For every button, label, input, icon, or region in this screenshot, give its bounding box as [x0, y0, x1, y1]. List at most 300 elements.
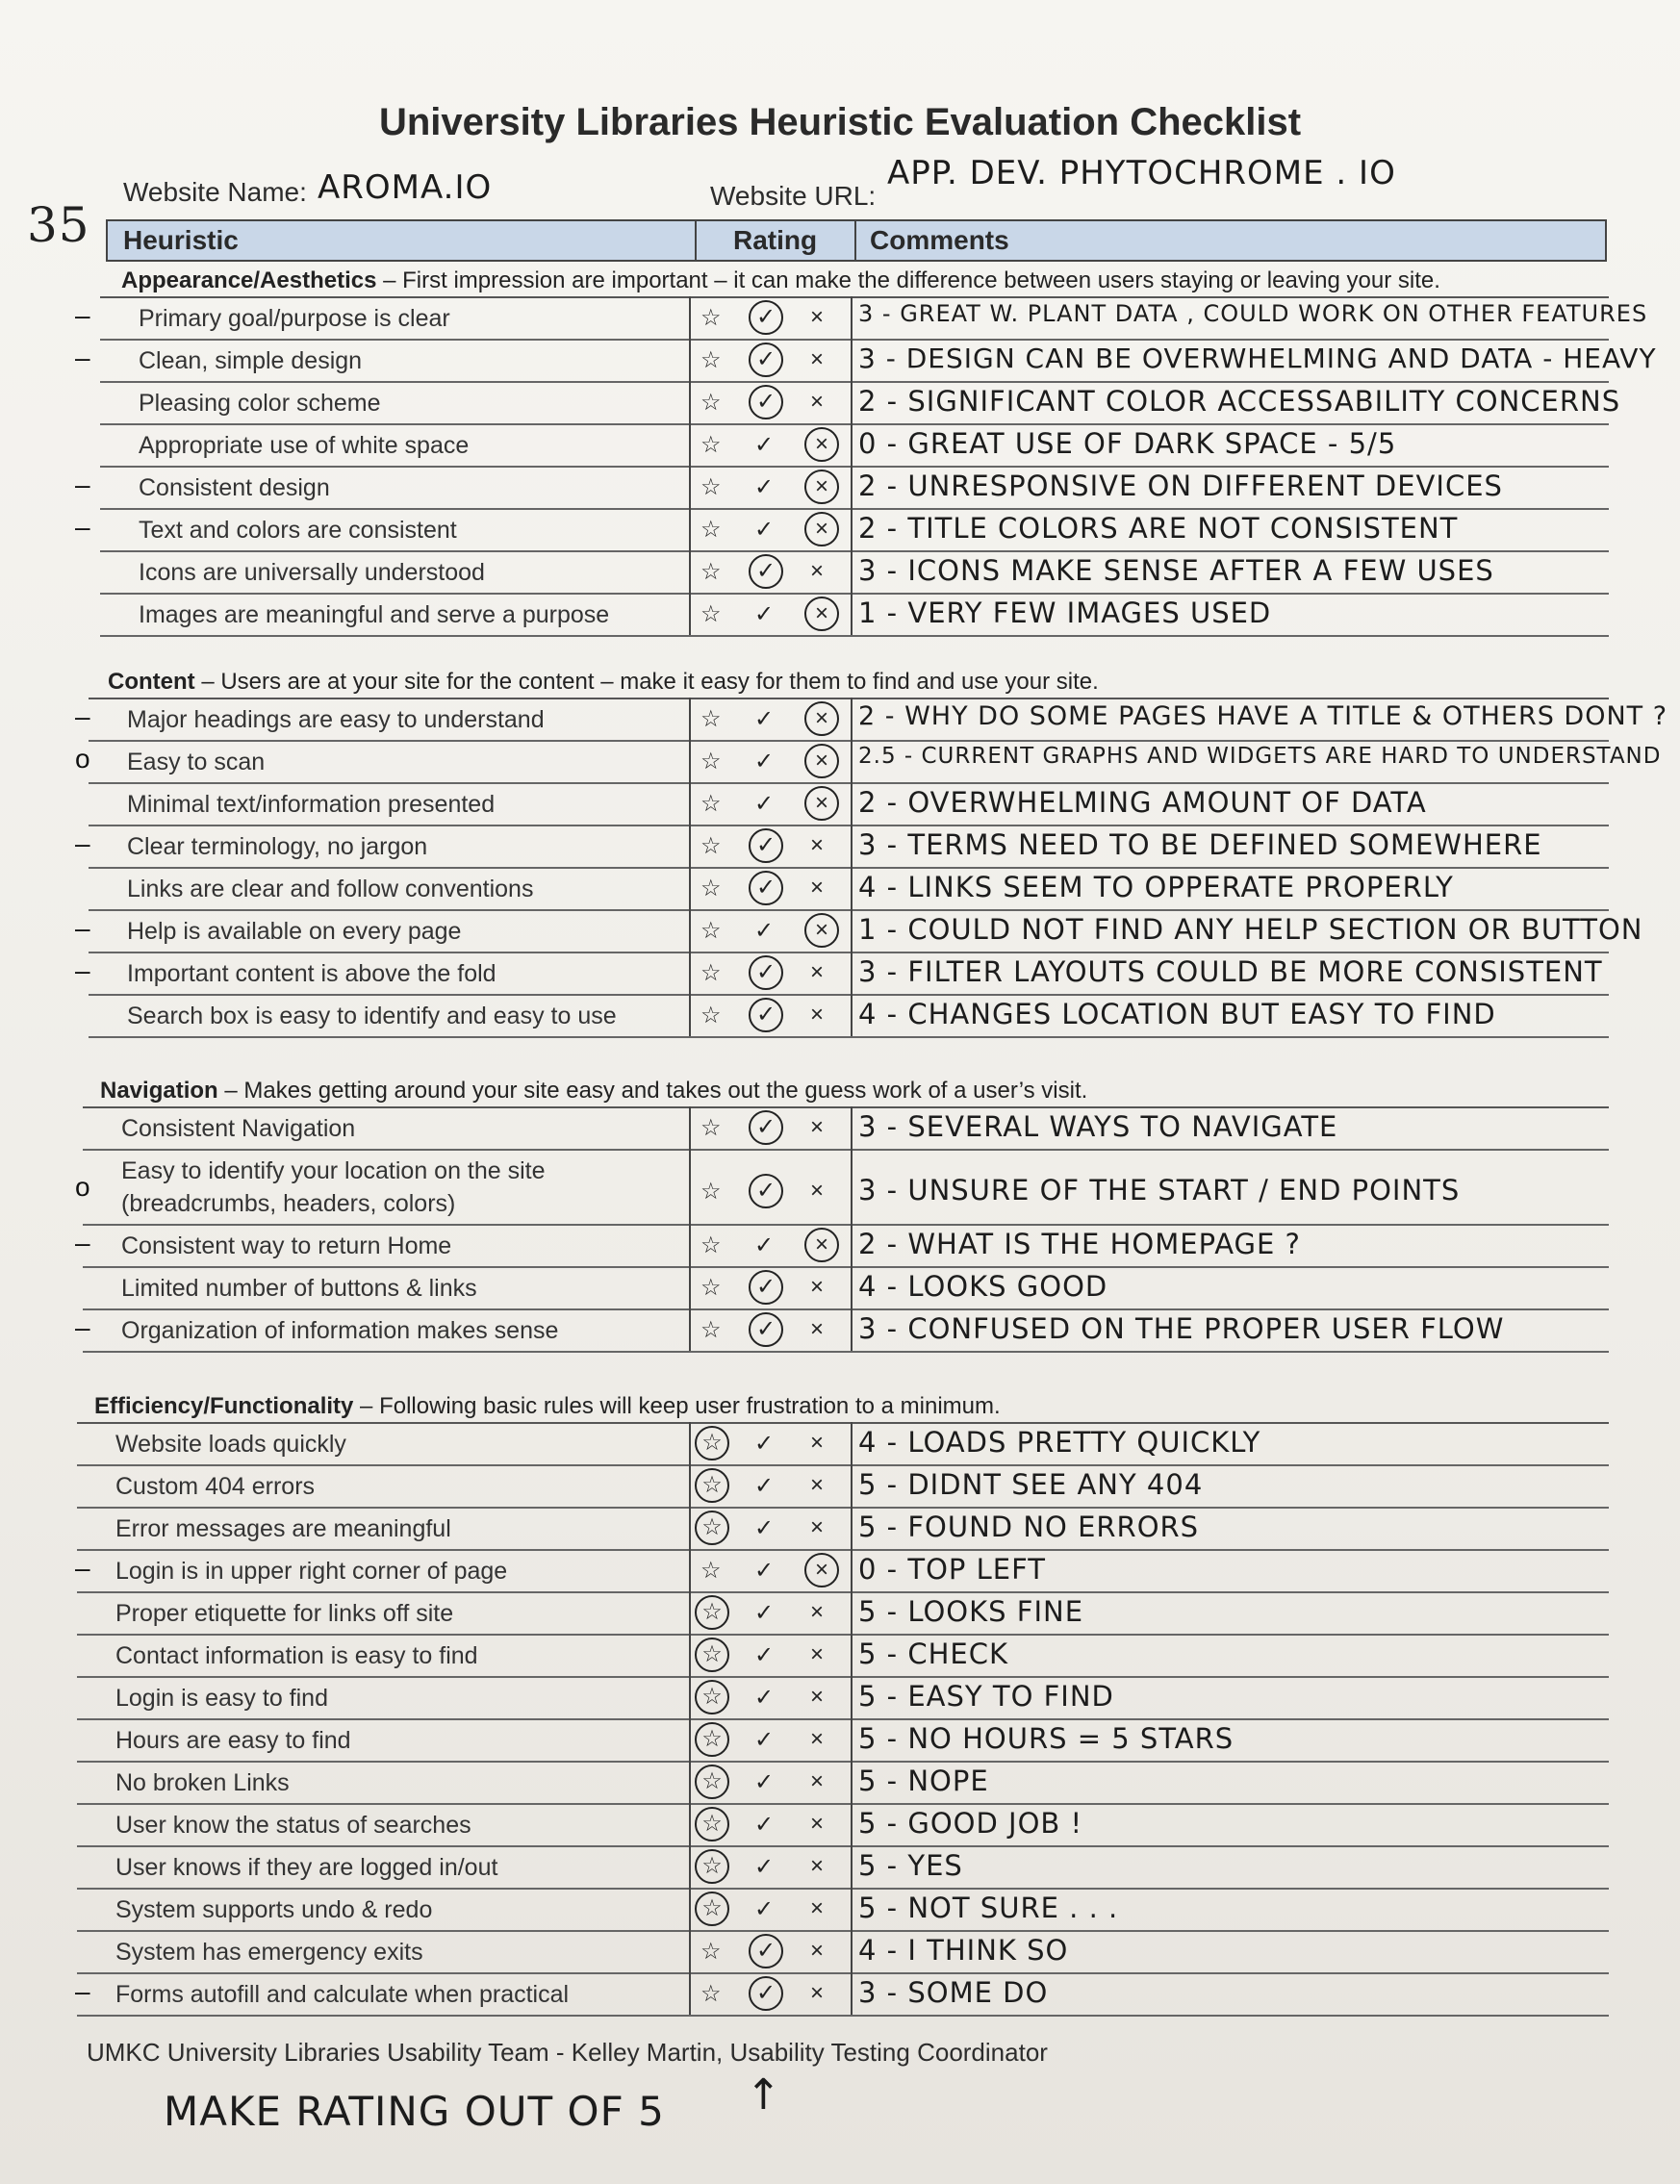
star-glyph: ☆: [700, 601, 722, 627]
star-glyph: ☆: [700, 1003, 722, 1029]
star-icon: [700, 959, 722, 987]
star-icon: [700, 1599, 729, 1630]
checklist-row: [75, 468, 1609, 510]
heuristic-label: [115, 1978, 569, 2011]
x-glyph: ×: [810, 1599, 825, 1625]
heuristic-label-line: Links are clear and follow conventions: [127, 876, 534, 902]
checklist-row: [75, 699, 1668, 742]
heuristic-label-line: System has emergency exits: [115, 1939, 423, 1966]
check-glyph: ✓: [749, 385, 783, 419]
heuristic-label: [127, 830, 427, 863]
x-icon: [810, 1726, 824, 1753]
check-icon: [754, 1726, 774, 1754]
heuristic-label-line: No broken Links: [115, 1769, 290, 1796]
checklist-row: [77, 1974, 1609, 2017]
checklist-row: [100, 425, 1609, 468]
star-icon: [700, 1316, 722, 1344]
x-glyph: ×: [804, 512, 839, 546]
heuristic-label: [115, 1724, 351, 1757]
star-icon: [700, 346, 722, 374]
heuristic-label-line: Custom 404 errors: [115, 1473, 316, 1500]
star-glyph: ☆: [700, 1939, 722, 1965]
heuristic-label: [121, 1272, 477, 1305]
rating-check: [691, 869, 851, 909]
star-icon: [700, 1895, 729, 1926]
heuristic-label-line: Minimal text/information presented: [127, 791, 496, 818]
star-icon: [700, 1232, 722, 1259]
check-icon: [754, 1274, 783, 1305]
star-icon: [700, 516, 722, 544]
star-icon: [700, 917, 722, 945]
check-glyph: ✓: [754, 1558, 775, 1584]
heuristic-label-line: Clean, simple design: [139, 347, 363, 374]
rating-check: [691, 341, 851, 381]
check-glyph: ✓: [754, 1232, 775, 1258]
rating-check: [691, 826, 851, 867]
check-glyph: ✓: [754, 474, 775, 500]
heuristic-label: [139, 556, 485, 589]
x-icon: [810, 917, 839, 948]
heuristic-label-line: Consistent way to return Home: [121, 1232, 452, 1259]
checklist-row: [100, 552, 1609, 595]
checklist-row: [75, 953, 1609, 996]
rating-x: [691, 468, 851, 508]
website-name-label: Website Name:: [123, 177, 307, 207]
star-icon: [700, 832, 722, 860]
table-header: [106, 219, 1607, 262]
star-glyph: ☆: [695, 1807, 729, 1841]
handwritten-comment: 3 - CONFUSED ON THE PROPER USER FLOW: [858, 1312, 1505, 1345]
star-glyph: ☆: [695, 1426, 729, 1460]
heuristic-label: [115, 1555, 507, 1587]
star-glyph: ☆: [700, 1232, 722, 1258]
handwritten-comment: 3 - GREAT W. PLANT DATA , COULD WORK ON OTHER FEATURES: [858, 300, 1648, 327]
check-icon: [754, 1895, 774, 1923]
rating-check: [691, 953, 851, 994]
heuristic-label-line: Login is easy to find: [115, 1685, 328, 1712]
star-glyph: ☆: [700, 517, 722, 543]
star-glyph: ☆: [700, 1115, 722, 1141]
margin-mark: –: [75, 470, 90, 499]
handwritten-score: 35: [27, 197, 90, 253]
star-glyph: ☆: [695, 1638, 729, 1672]
x-icon: [810, 1178, 824, 1205]
check-glyph: ✓: [754, 1727, 775, 1753]
rating-star: [691, 1720, 851, 1761]
margin-mark: –: [75, 1312, 90, 1342]
heuristic-label-line: Text and colors are consistent: [139, 517, 457, 544]
check-glyph: ✓: [749, 998, 783, 1032]
heuristic-label-line: Forms autofill and calculate when practical: [115, 1981, 570, 2008]
x-icon: [810, 832, 824, 859]
star-icon: [700, 1980, 722, 2008]
check-glyph: ✓: [749, 343, 783, 377]
x-icon: [810, 1895, 824, 1922]
check-icon: [754, 1472, 774, 1500]
x-glyph: ×: [810, 1980, 825, 2006]
x-glyph: ×: [810, 1726, 825, 1752]
rating-star: [691, 1424, 851, 1464]
rating-star: [691, 1636, 851, 1676]
x-icon: [810, 516, 839, 546]
margin-mark: –: [75, 828, 90, 858]
check-icon: [754, 1316, 783, 1347]
x-glyph: ×: [810, 875, 825, 901]
check-icon: [754, 1811, 774, 1839]
margin-mark: –: [75, 913, 90, 943]
star-icon: [700, 1472, 729, 1503]
handwritten-comment: 5 - DIDNT SEE ANY 404: [858, 1468, 1204, 1501]
x-glyph: ×: [804, 597, 839, 631]
heuristic-label-line: (breadcrumbs, headers, colors): [121, 1190, 456, 1217]
heuristic-label: [127, 703, 545, 736]
section-title: [100, 1078, 1087, 1105]
star-glyph: ☆: [700, 347, 722, 373]
star-icon: [700, 1002, 722, 1029]
website-url-label: Website URL:: [710, 181, 877, 211]
heuristic-label-line: Pleasing color scheme: [139, 390, 381, 417]
checklist-row: [75, 341, 1657, 383]
star-icon: [700, 1853, 729, 1884]
checklist-row: [75, 1310, 1609, 1353]
check-glyph: ✓: [749, 300, 783, 335]
x-icon: [810, 346, 824, 373]
star-icon: [700, 1514, 729, 1545]
heuristic-label: [115, 1809, 471, 1841]
star-glyph: ☆: [700, 1179, 722, 1205]
check-icon: [754, 705, 774, 733]
check-glyph: ✓: [749, 1312, 783, 1347]
heuristic-label: [139, 598, 609, 631]
handwritten-comment: 4 - LINKS SEEM TO OPPERATE PROPERLY: [858, 871, 1454, 903]
section-title-rest: – Users are at your site for the content – make it easy for them to find and use your site.: [194, 669, 1099, 695]
handwritten-comment: 2 - OVERWHELMING AMOUNT OF DATA: [858, 786, 1427, 819]
heuristic-label-line: Help is available on every page: [127, 918, 462, 945]
handwritten-comment: 5 - NO HOURS = 5 STARS: [858, 1722, 1235, 1755]
heuristic-label: [115, 1766, 290, 1799]
x-icon: [810, 1472, 824, 1499]
heuristic-label-line: Organization of information makes sense: [121, 1317, 559, 1344]
rating-star: [691, 1466, 851, 1507]
star-glyph: ☆: [695, 1765, 729, 1799]
check-icon: [754, 1938, 783, 1968]
heuristic-label-line: Search box is easy to identify and easy to use: [127, 1003, 617, 1029]
x-glyph: ×: [810, 1853, 825, 1879]
checklist-row: [75, 1226, 1609, 1268]
check-icon: [754, 1768, 774, 1796]
x-icon: [810, 1232, 839, 1262]
star-icon: [700, 790, 722, 818]
handwritten-comment: 2 - WHY DO SOME PAGES HAVE A TITLE & OTHERS DONT ?: [858, 701, 1668, 731]
heuristic-label: [139, 429, 469, 462]
rating-x: [691, 425, 851, 466]
x-glyph: ×: [804, 786, 839, 821]
check-glyph: ✓: [749, 1270, 783, 1305]
heuristic-label-line: Consistent design: [139, 474, 330, 501]
x-icon: [810, 1641, 824, 1668]
handwritten-comment: 5 - YES: [858, 1849, 963, 1882]
star-icon: [700, 1114, 722, 1142]
heuristic-label: [115, 1470, 315, 1503]
checklist-row: [77, 1636, 1609, 1678]
website-name-value: AROMA.IO: [318, 168, 493, 207]
x-glyph: ×: [810, 346, 825, 372]
check-glyph: ✓: [754, 1600, 775, 1626]
x-icon: [810, 875, 824, 902]
heuristic-label-line: Easy to scan: [127, 749, 266, 775]
star-icon: [700, 748, 722, 775]
x-icon: [810, 705, 839, 736]
section-title-bold: Navigation: [100, 1078, 218, 1104]
check-glyph: ✓: [754, 601, 775, 627]
section-title-rest: – Following basic rules will keep user frustration to a minimum.: [353, 1393, 1001, 1419]
checklist-row: [77, 1805, 1609, 1847]
check-glyph: ✓: [749, 1110, 783, 1145]
checklist-row: [77, 1593, 1609, 1636]
check-glyph: ✓: [749, 1934, 783, 1968]
checklist-row: [75, 298, 1648, 341]
check-glyph: ✓: [749, 955, 783, 990]
check-icon: [754, 473, 774, 501]
star-glyph: ☆: [695, 1595, 729, 1630]
heuristic-label-line: Icons are universally understood: [139, 559, 485, 586]
x-icon: [810, 558, 824, 585]
check-glyph: ✓: [749, 871, 783, 905]
heuristic-label: [139, 471, 330, 504]
checklist-row: [89, 996, 1609, 1038]
checklist-row: [83, 1108, 1609, 1151]
margin-mark: –: [75, 343, 90, 372]
check-icon: [754, 558, 783, 589]
section-title-bold: Appearance/Aesthetics: [121, 267, 377, 293]
x-glyph: ×: [810, 1114, 825, 1140]
star-icon: [700, 1938, 722, 1966]
star-icon: [700, 1726, 729, 1757]
check-glyph: ✓: [754, 1515, 775, 1541]
margin-mark: –: [75, 300, 90, 330]
heuristic-label: [127, 746, 265, 778]
arrow-icon: ↑: [746, 2070, 782, 2120]
check-glyph: ✓: [754, 706, 775, 732]
handwritten-comment: 5 - FOUND NO ERRORS: [858, 1511, 1200, 1543]
x-glyph: ×: [804, 701, 839, 736]
star-glyph: ☆: [700, 960, 722, 986]
star-icon: [700, 1557, 722, 1585]
rating-x: [691, 595, 851, 635]
check-glyph: ✓: [754, 1896, 775, 1922]
handwritten-comment: 0 - GREAT USE OF DARK SPACE - 5/5: [858, 427, 1397, 460]
checklist-row: [77, 1466, 1609, 1509]
check-icon: [754, 1178, 783, 1208]
x-icon: [810, 790, 839, 821]
rating-check: [691, 1108, 851, 1149]
x-glyph: ×: [810, 304, 825, 330]
check-icon: [754, 1599, 774, 1627]
check-icon: [754, 832, 783, 863]
x-glyph: ×: [810, 1938, 825, 1964]
x-glyph: ×: [810, 1274, 825, 1300]
star-glyph: ☆: [700, 833, 722, 859]
handwritten-comment: 2.5 - CURRENT GRAPHS AND WIDGETS ARE HARD TO UNDERSTAND: [858, 744, 1662, 769]
check-glyph: ✓: [749, 828, 783, 863]
check-icon: [754, 748, 774, 775]
rating-check: [691, 1932, 851, 1972]
handwritten-comment: 4 - I THINK SO: [858, 1934, 1069, 1967]
rating-star: [691, 1593, 851, 1634]
header-heuristic: Heuristic: [123, 225, 239, 255]
section-title: [121, 267, 1440, 294]
x-icon: [810, 1514, 824, 1541]
check-icon: [754, 959, 783, 990]
x-icon: [810, 959, 824, 986]
handwritten-comment: 2 - UNRESPONSIVE ON DIFFERENT DEVICES: [858, 470, 1503, 502]
heuristic-label-line: Login is in upper right corner of page: [115, 1558, 508, 1585]
heuristic-label: [115, 1936, 423, 1968]
header-comments: Comments: [870, 225, 1009, 255]
heuristic-label-line: Appropriate use of white space: [139, 432, 470, 459]
x-icon: [810, 1980, 824, 2007]
check-icon: [754, 1514, 774, 1542]
star-glyph: ☆: [700, 559, 722, 585]
check-glyph: ✓: [754, 1854, 775, 1880]
star-icon: [700, 875, 722, 902]
check-glyph: ✓: [754, 791, 775, 817]
margin-mark: –: [75, 1976, 90, 2006]
checklist-row: [75, 510, 1609, 552]
rating-star: [691, 1509, 851, 1549]
star-glyph: ☆: [700, 474, 722, 500]
handwritten-comment: 3 - DESIGN CAN BE OVERWHELMING AND DATA - HEAVY: [858, 343, 1657, 374]
heuristic-label-line: System supports undo & redo: [115, 1896, 433, 1923]
rating-check: [691, 1268, 851, 1308]
x-glyph: ×: [804, 744, 839, 778]
x-glyph: ×: [810, 1430, 825, 1456]
check-glyph: ✓: [754, 749, 775, 775]
heuristic-label-line: Hours are easy to find: [115, 1727, 351, 1754]
x-glyph: ×: [804, 1553, 839, 1587]
rating-x: [691, 510, 851, 550]
star-icon: [700, 1641, 729, 1672]
x-icon: [810, 600, 839, 631]
star-glyph: ☆: [695, 1468, 729, 1503]
rating-x: [691, 911, 851, 952]
checklist-row: [89, 784, 1609, 826]
checklist-row: [75, 911, 1643, 953]
heuristic-label: [121, 1230, 451, 1262]
heuristic-label-line: User knows if they are logged in/out: [115, 1854, 498, 1881]
checklist-row: [100, 595, 1609, 637]
x-icon: [810, 748, 839, 778]
footer-credit: UMKC University Libraries Usability Team - Kelley Martin, Usability Testing Coordinator: [87, 2038, 1048, 2067]
checklist-row: [100, 383, 1621, 425]
x-glyph: ×: [804, 913, 839, 948]
star-icon: [700, 1178, 722, 1206]
x-glyph: ×: [810, 1684, 825, 1710]
checklist-row: [77, 1424, 1609, 1466]
handwritten-note: MAKE RATING OUT OF 5: [164, 2088, 665, 2135]
margin-mark: –: [75, 512, 90, 542]
check-icon: [754, 1430, 774, 1458]
handwritten-comment: 1 - COULD NOT FIND ANY HELP SECTION OR BUTTON: [858, 913, 1643, 946]
margin-mark: –: [75, 701, 90, 731]
star-icon: [700, 389, 722, 417]
x-icon: [810, 1316, 824, 1343]
section-title-rest: – Makes getting around your site easy and takes out the guess work of a user’s visit.: [217, 1078, 1088, 1104]
rating-star: [691, 1678, 851, 1718]
handwritten-comment: 0 - TOP LEFT: [858, 1553, 1046, 1586]
star-icon: [700, 1768, 729, 1799]
handwritten-comment: 2 - WHAT IS THE HOMEPAGE ?: [858, 1228, 1301, 1260]
check-icon: [754, 1557, 774, 1585]
x-glyph: ×: [804, 1228, 839, 1262]
margin-mark: –: [75, 955, 90, 985]
star-glyph: ☆: [695, 1680, 729, 1714]
heuristic-label: [139, 387, 381, 419]
section-title-bold: Efficiency/Functionality: [94, 1393, 354, 1419]
heuristic-label: [121, 1155, 546, 1220]
handwritten-comment: 5 - EASY TO FIND: [858, 1680, 1114, 1713]
star-glyph: ☆: [700, 390, 722, 416]
rating-check: [691, 996, 851, 1036]
x-glyph: ×: [810, 959, 825, 985]
star-glyph: ☆: [695, 1722, 729, 1757]
check-icon: [754, 1114, 783, 1145]
heuristic-label: [139, 344, 362, 377]
star-glyph: ☆: [700, 918, 722, 944]
section-title: [94, 1393, 1001, 1420]
header-rating: Rating: [733, 225, 818, 255]
heuristic-label: [127, 788, 495, 821]
check-glyph: ✓: [754, 1685, 775, 1711]
checklist-row: [83, 1268, 1609, 1310]
x-icon: [810, 389, 824, 416]
check-icon: [754, 1002, 783, 1032]
heuristic-label: [115, 1512, 451, 1545]
x-icon: [810, 1811, 824, 1838]
checklist-row: [77, 1932, 1609, 1974]
heuristic-label-line: Website loads quickly: [115, 1431, 346, 1458]
handwritten-comment: 5 - GOOD JOB !: [858, 1807, 1083, 1840]
heuristic-label: [115, 1851, 497, 1884]
checklist-row: [77, 1678, 1609, 1720]
heuristic-label: [115, 1639, 478, 1672]
x-glyph: ×: [804, 427, 839, 462]
x-icon: [810, 1853, 824, 1880]
check-glyph: ✓: [754, 918, 775, 944]
heuristic-label: [115, 1682, 328, 1714]
x-glyph: ×: [810, 1002, 825, 1028]
handwritten-comment: 5 - CHECK: [858, 1638, 1008, 1670]
rating-check: [691, 298, 851, 339]
section-title-bold: Content: [108, 669, 195, 695]
rating-x: [691, 1551, 851, 1591]
check-glyph: ✓: [754, 517, 775, 543]
x-glyph: ×: [810, 1316, 825, 1342]
margin-mark: –: [75, 1553, 90, 1583]
handwritten-comment: 4 - LOADS PRETTY QUICKLY: [858, 1426, 1261, 1459]
heuristic-label-line: Contact information is easy to find: [115, 1642, 478, 1669]
rating-star: [691, 1763, 851, 1803]
section-title-rest: – First impression are important – it can make the difference between users staying or leaving your site.: [376, 267, 1440, 293]
heuristic-label: [127, 873, 533, 905]
check-glyph: ✓: [754, 432, 775, 458]
heuristic-label: [127, 915, 461, 948]
rating-x: [691, 784, 851, 825]
heuristic-label: [139, 302, 450, 335]
handwritten-comment: 2 - TITLE COLORS ARE NOT CONSISTENT: [858, 512, 1459, 545]
x-icon: [810, 1599, 824, 1626]
rating-star: [691, 1890, 851, 1930]
